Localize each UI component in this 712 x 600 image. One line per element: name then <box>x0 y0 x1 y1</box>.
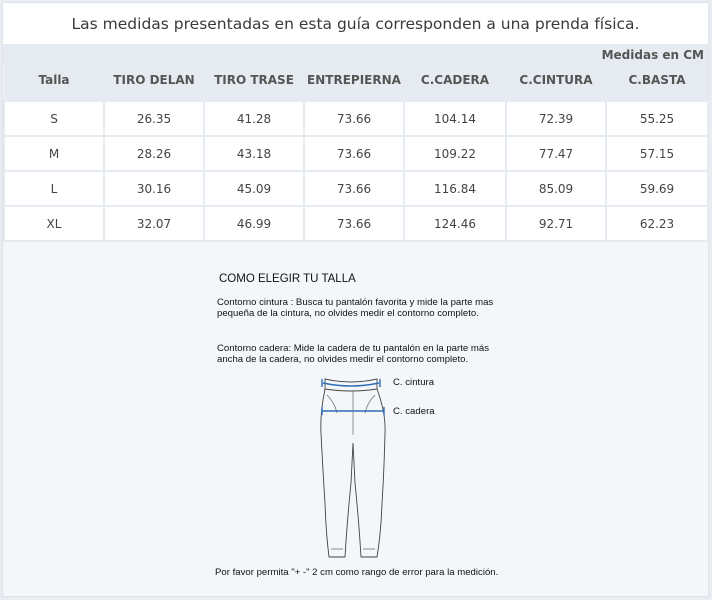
table-cell: 26.35 <box>104 101 204 136</box>
disclaimer-banner: Las medidas presentadas en esta guía corresponden a una prenda física. <box>3 3 708 45</box>
table-cell: M <box>4 136 104 171</box>
table-cell: 77.47 <box>506 136 606 171</box>
hip-instructions: Contorno cadera: Mide la cadera de tu pantalón en la parte más ancha de la cadera, no olvides medir el contorno completo. <box>217 343 489 365</box>
table-cell: 104.14 <box>404 101 506 136</box>
table-cell: 85.09 <box>506 171 606 206</box>
waist-instructions: Contorno cintura : Busca tu pantalón favorita y mide la parte mas pequeña de la cintura, no olvides medir el contorno completo. <box>217 297 494 319</box>
table-cell: 57.15 <box>606 136 708 171</box>
table-cell: 73.66 <box>304 136 404 171</box>
measuring-guide <box>211 269 541 589</box>
table-row <box>4 136 708 171</box>
table-row <box>4 206 708 241</box>
header-talla: Talla <box>4 65 104 101</box>
table-cell: S <box>4 101 104 136</box>
size-table <box>3 65 709 242</box>
table-cell: 73.66 <box>304 171 404 206</box>
header-basta: C.BASTA <box>606 65 708 101</box>
units-label: Medidas en CM <box>3 45 708 65</box>
table-cell: XL <box>4 206 104 241</box>
header-cadera: C.CADERA <box>404 65 506 101</box>
header-cintura: C.CINTURA <box>506 65 606 101</box>
table-cell: 43.18 <box>204 136 304 171</box>
waist-label: C. cintura <box>393 377 435 388</box>
table-cell: 55.25 <box>606 101 708 136</box>
table-cell: 62.23 <box>606 206 708 241</box>
table-row <box>4 171 708 206</box>
header-entrepierna: ENTREPIERNA <box>304 65 404 101</box>
header-tiro-trase: TIRO TRASE <box>204 65 304 101</box>
table-cell: L <box>4 171 104 206</box>
tolerance-note: Por favor permita "+ -" 2 cm como rango de error para la medición. <box>215 567 499 578</box>
header-tiro-delan: TIRO DELAN <box>104 65 204 101</box>
table-cell: 124.46 <box>404 206 506 241</box>
hip-label: C. cadera <box>393 406 435 417</box>
table-cell: 30.16 <box>104 171 204 206</box>
table-row <box>4 101 708 136</box>
guide-title: COMO ELEGIR TU TALLA <box>219 273 356 285</box>
table-header-row <box>4 65 708 101</box>
table-cell: 41.28 <box>204 101 304 136</box>
size-guide-panel <box>2 2 709 597</box>
table-cell: 109.22 <box>404 136 506 171</box>
table-cell: 28.26 <box>104 136 204 171</box>
table-cell: 32.07 <box>104 206 204 241</box>
table-cell: 73.66 <box>304 101 404 136</box>
table-cell: 45.09 <box>204 171 304 206</box>
table-cell: 116.84 <box>404 171 506 206</box>
table-cell: 72.39 <box>506 101 606 136</box>
table-cell: 92.71 <box>506 206 606 241</box>
table-cell: 59.69 <box>606 171 708 206</box>
table-cell: 46.99 <box>204 206 304 241</box>
table-cell: 73.66 <box>304 206 404 241</box>
pants-diagram-icon <box>311 373 401 563</box>
